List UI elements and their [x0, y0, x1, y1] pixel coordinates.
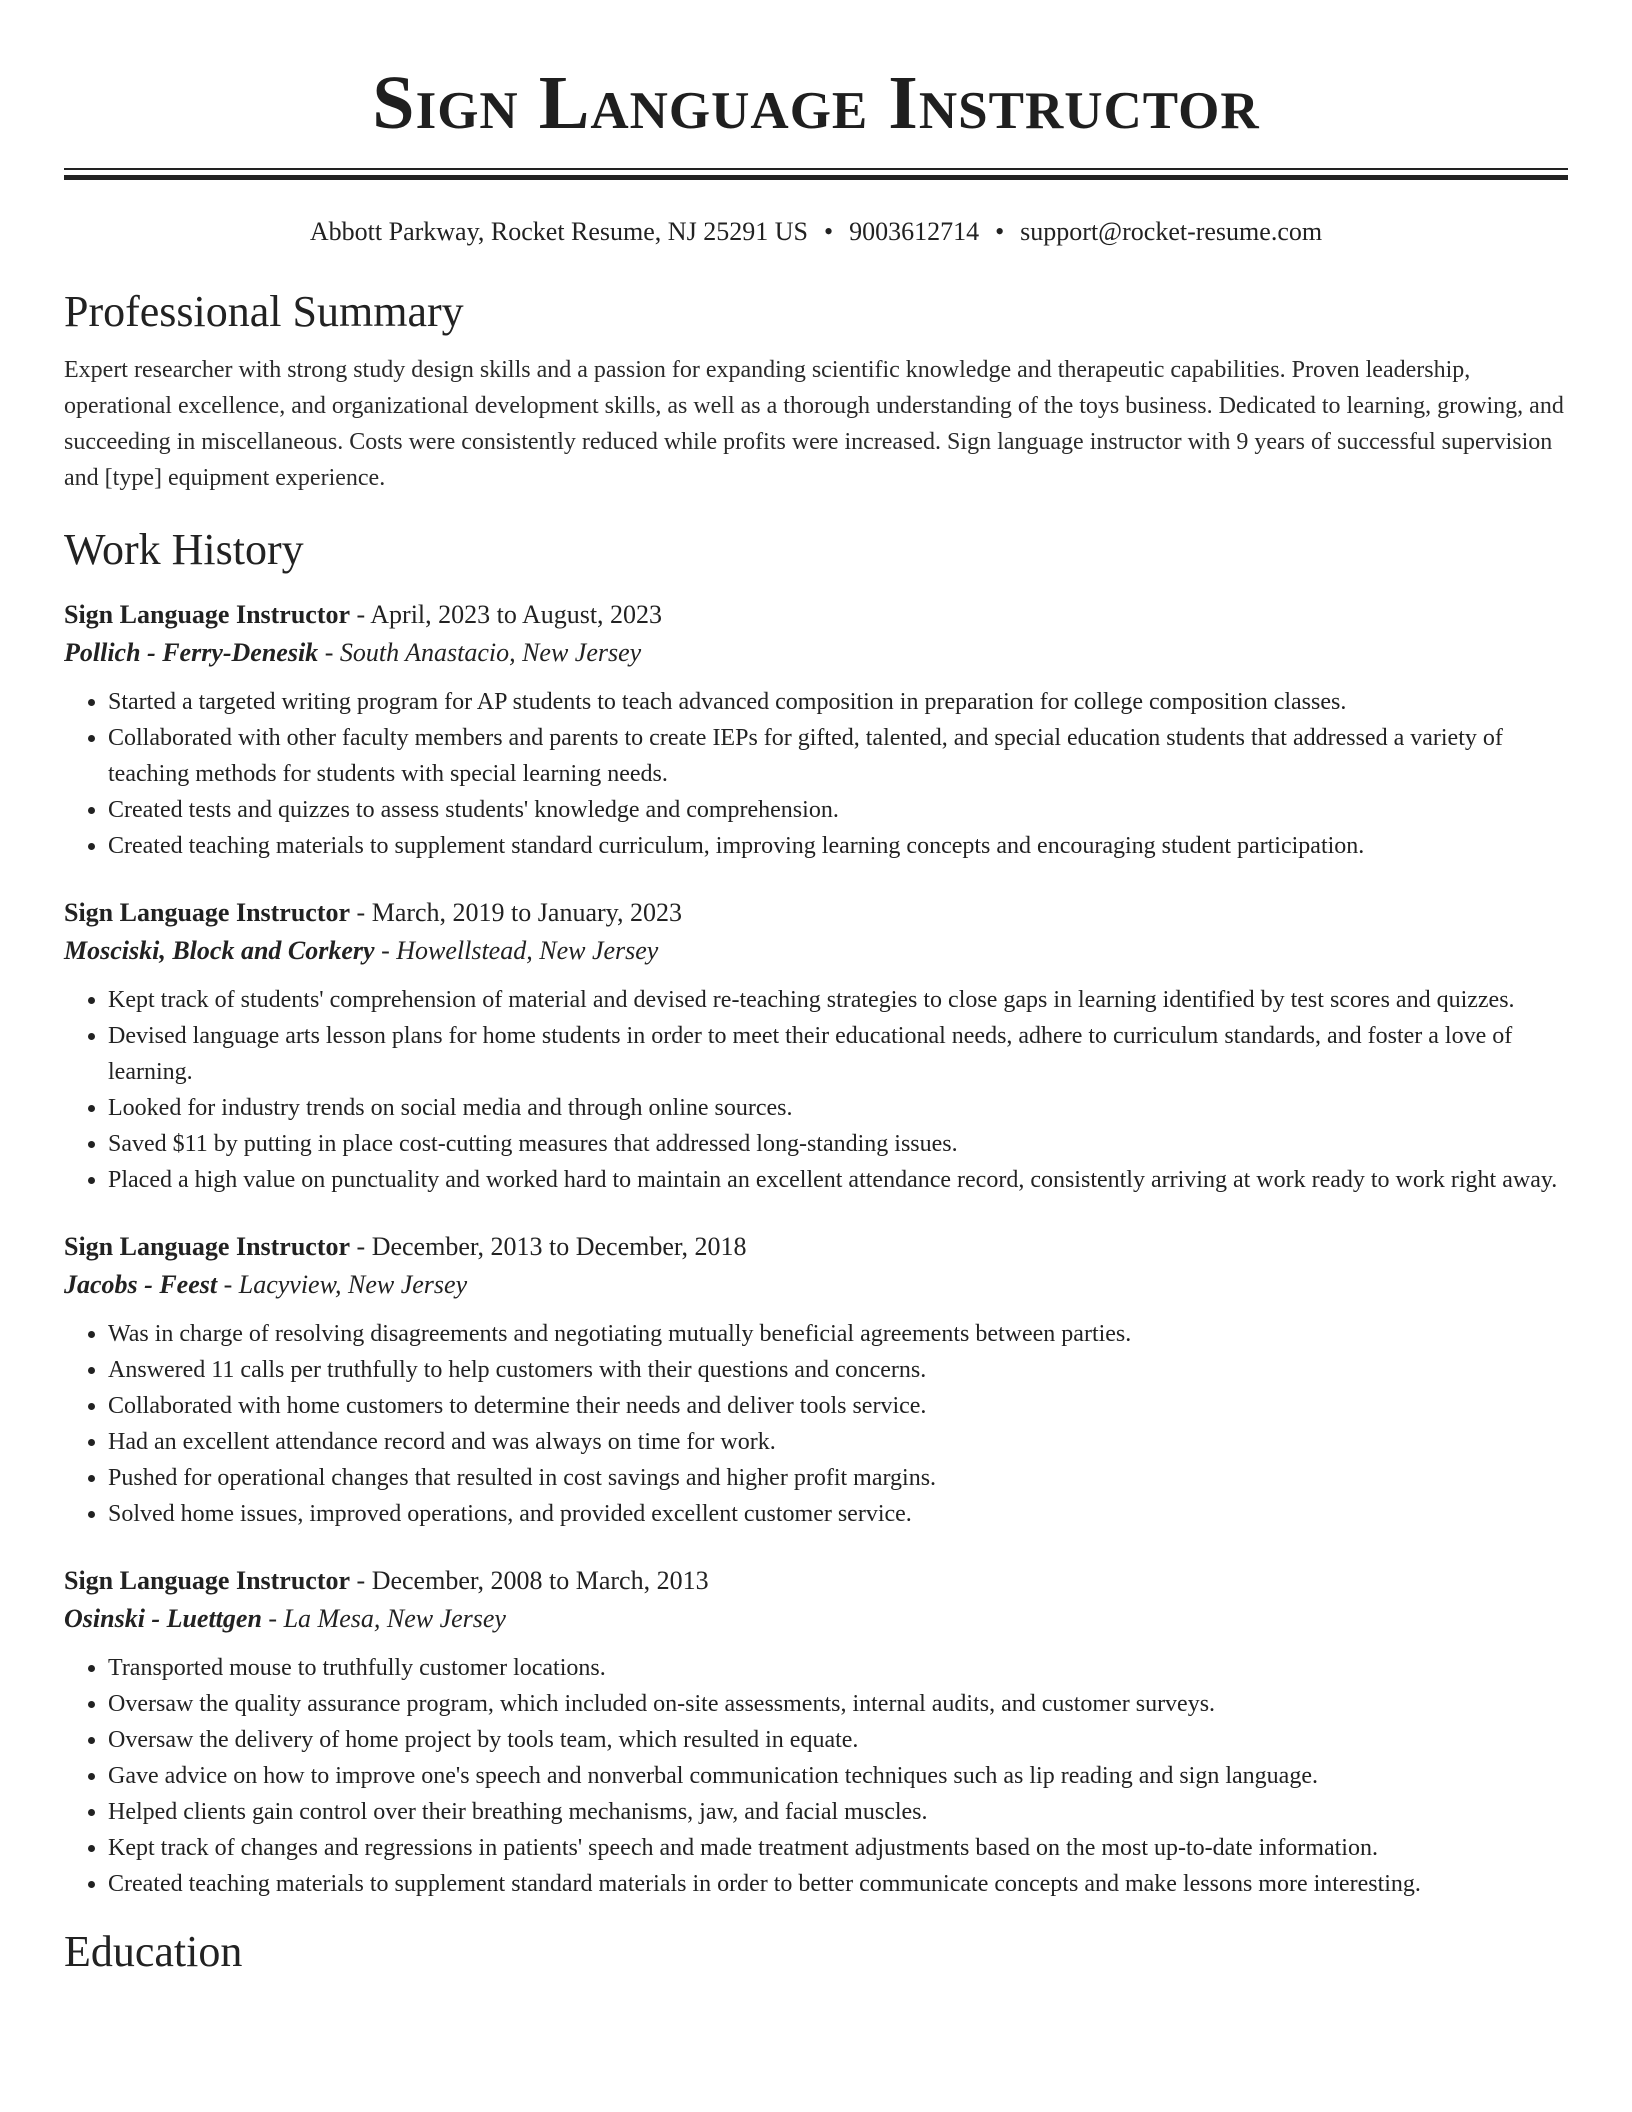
contact-address: Abbott Parkway, Rocket Resume, NJ 25291 US: [309, 217, 808, 246]
job-bullet: • Collaborated with other faculty members and parents to create IEPs for gifted, talented, and special education students that addressed a variety of teaching methods for students with special learning needs.: [108, 720, 1568, 792]
job-dates: - March, 2019 to January, 2023: [350, 898, 682, 927]
job-dates: - April, 2023 to August, 2023: [350, 600, 663, 629]
job-bullet: • Devised language arts lesson plans for home students in order to meet their educational needs, adhere to curriculum standards, and foster a love of learning.: [108, 1018, 1568, 1090]
job-company: Osinski - Luettgen: [64, 1604, 262, 1633]
job-bullet: • Placed a high value on punctuality and worked hard to maintain an excellent attendance record, consistently arriving at work ready to work right away.: [108, 1162, 1568, 1198]
job-bullets: [64, 1316, 1568, 1532]
job-role: Sign Language Instructor: [64, 1566, 351, 1595]
job-bullet: • Started a targeted writing program for AP students to teach advanced composition in preparation for college composition classes.: [108, 684, 1568, 720]
job-dates: - December, 2013 to December, 2018: [350, 1232, 747, 1261]
job-location: - La Mesa, New Jersey: [261, 1604, 506, 1633]
job-role: Sign Language Instructor: [64, 898, 351, 927]
job-bullet: • Solved home issues, improved operations, and provided excellent customer service.: [108, 1496, 1568, 1532]
job-entry: [64, 894, 1568, 1198]
header-rule-thin: [64, 168, 1568, 170]
job-bullets: [64, 684, 1568, 864]
job-dates: - December, 2008 to March, 2013: [350, 1566, 709, 1595]
job-bullet: • Saved $11 by putting in place cost-cutting measures that addressed long-standing issues.: [108, 1126, 1568, 1162]
contact-separator: •: [823, 217, 834, 246]
job-bullet: • Was in charge of resolving disagreements and negotiating mutually beneficial agreements between parties.: [108, 1316, 1568, 1352]
job-role: Sign Language Instructor: [64, 600, 351, 629]
job-entry: [64, 1228, 1568, 1532]
job-employer: [64, 932, 1568, 970]
job-bullet: • Created teaching materials to supplement standard curriculum, improving learning concepts and encouraging student participation.: [108, 828, 1568, 864]
job-company: Mosciski, Block and Corkery: [64, 936, 375, 965]
job-company: Jacobs - Feest: [64, 1270, 218, 1299]
job-bullet: • Oversaw the quality assurance program, which included on-site assessments, internal audits, and customer surveys.: [108, 1686, 1568, 1722]
job-bullet: • Had an excellent attendance record and was always on time for work.: [108, 1424, 1568, 1460]
job-header: [64, 1228, 1568, 1266]
job-bullet: • Created teaching materials to supplement standard materials in order to better communicate concepts and make lessons more interesting.: [108, 1866, 1568, 1902]
header-rule-thick: [64, 175, 1568, 180]
job-location: - South Anastacio, New Jersey: [318, 638, 642, 667]
job-bullet: • Helped clients gain control over their breathing mechanisms, jaw, and facial muscles.: [108, 1794, 1568, 1830]
contact-separator: •: [995, 217, 1005, 246]
job-bullet: • Answered 11 calls per truthfully to help customers with their questions and concerns.: [108, 1352, 1568, 1388]
job-role: Sign Language Instructor: [64, 1232, 351, 1261]
job-employer: [64, 1600, 1568, 1638]
job-bullet: • Gave advice on how to improve one's speech and nonverbal communication techniques such as lip reading and sign language.: [108, 1758, 1568, 1794]
job-entry: [64, 1562, 1568, 1902]
contact-email: support@rocket-resume.com: [1020, 217, 1323, 246]
summary-heading: Professional Summary: [64, 287, 464, 336]
job-bullet: • Looked for industry trends on social media and through online sources.: [108, 1090, 1568, 1126]
job-header: [64, 596, 1568, 634]
job-company: Pollich - Ferry-Denesik: [64, 638, 319, 667]
resume-page: [64, 0, 1568, 1980]
job-employer: [64, 634, 1568, 672]
job-location: - Lacyview, New Jersey: [217, 1270, 468, 1299]
job-entry: [64, 596, 1568, 864]
education-heading: Education: [64, 1927, 243, 1976]
job-bullets: [64, 982, 1568, 1198]
contact-phone: 9003612714: [849, 217, 980, 246]
contact-line: [64, 214, 1568, 250]
summary-text: Expert researcher with strong study design skills and a passion for expanding scientific knowledge and therapeutic capabilities. Proven leadership, operational excellence, and organizational development skills, as well as a thorough understanding of the toys business. Dedicated to learning, growing, and succeeding in miscellaneous. Costs were consistently reduced while profits were increased. Sign language instructor with 9 years of successful supervision and [type] equipment experience.: [64, 357, 1564, 491]
job-bullet: • Kept track of students' comprehension of material and devised re-teaching strategies to close gaps in learning identified by test scores and quizzes.: [108, 982, 1568, 1018]
job-header: [64, 894, 1568, 932]
job-bullet: • Pushed for operational changes that resulted in cost savings and higher profit margins.: [108, 1460, 1568, 1496]
job-location: - Howellstead, New Jersey: [374, 936, 659, 965]
job-bullets: [64, 1650, 1568, 1902]
job-employer: [64, 1266, 1568, 1304]
job-bullet: • Created tests and quizzes to assess students' knowledge and comprehension.: [108, 792, 1568, 828]
job-bullet: • Oversaw the delivery of home project by tools team, which resulted in equate.: [108, 1722, 1568, 1758]
job-bullet: • Transported mouse to truthfully customer locations.: [108, 1650, 1568, 1686]
resume-name: Sign Language Instructor: [372, 61, 1260, 145]
job-bullet: • Collaborated with home customers to determine their needs and deliver tools service.: [108, 1388, 1568, 1424]
work-history-list: [64, 596, 1568, 1902]
work-history-heading: Work History: [64, 525, 304, 574]
job-bullet: • Kept track of changes and regressions in patients' speech and made treatment adjustments based on the most up-to-date information.: [108, 1830, 1568, 1866]
job-header: [64, 1562, 1568, 1600]
